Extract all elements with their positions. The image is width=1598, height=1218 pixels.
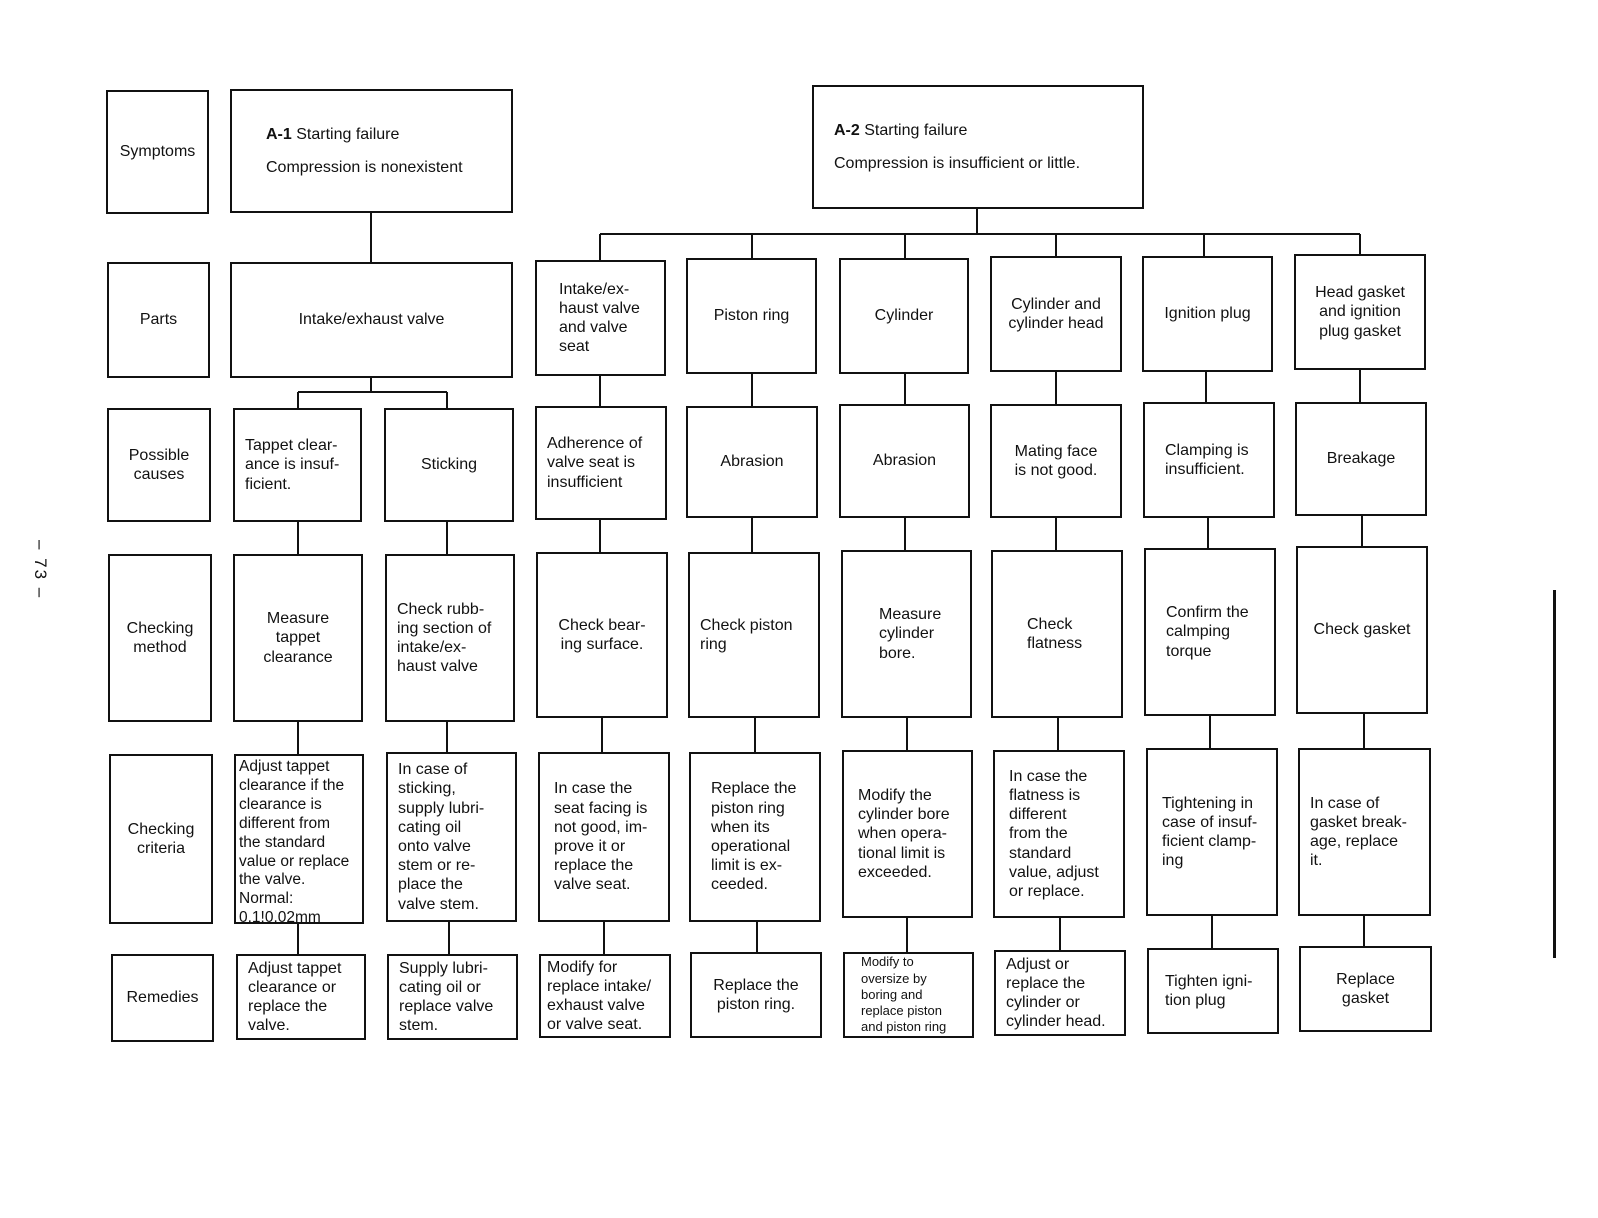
symptom-a2-heading [834,121,967,140]
a1-branch2-criteria: In case of sticking, supply lubri- cating oil onto valve stem or re- place the valve stem. [386,752,517,922]
a1-branch2-cause: Sticking [384,408,514,522]
row-label-symptoms: Symptoms [106,90,209,214]
a2-col2-method: Check piston ring [688,552,820,718]
a2-col3-criteria: Modify the cylinder bore when opera- tional limit is exceeded. [842,750,973,918]
symptom-a1-title: Starting failure [296,125,400,143]
symptom-a1 [230,89,513,213]
symptom-a1-heading [266,125,399,144]
a2-col1-cause: Adherence of valve seat is insufficient [535,406,667,520]
a1-branch1-method: Measure tappet clearance [233,554,363,722]
a2-col5-cause: Clamping is insufficient. [1143,402,1275,518]
a2-col5-remedy: Tighten igni- tion plug [1147,948,1279,1034]
a2-col4-method: Check flatness [991,550,1123,718]
a2-col5-criteria: Tightening in case of insuf- ficient clamp- ing [1146,748,1278,916]
a2-col3-remedy: Modify to oversize by boring and replace piston and piston ring [843,952,974,1038]
a2-col1-method: Check bear- ing surface. [536,552,668,718]
a1-branch1-criteria: Adjust tappet clearance if the clearance is different from the standard value or replace the valve. Normal: 0.1!0.02mm [234,754,364,924]
a2-col3-part: Cylinder [839,258,969,374]
a2-col5-part: Ignition plug [1142,256,1273,372]
row-label-checking-criteria: Checking criteria [109,754,213,924]
a2-col2-criteria: Replace the piston ring when its operational limit is ex- ceeded. [689,752,821,922]
a2-col6-method: Check gasket [1296,546,1428,714]
row-label-checking-method: Checking method [108,554,212,722]
a2-col6-cause: Breakage [1295,402,1427,516]
symptom-a2-title: Starting failure [864,121,968,139]
a2-col6-criteria: In case of gasket break- age, replace it. [1298,748,1431,916]
symptom-a2-subtitle: Compression is insufficient or little. [834,155,1081,172]
a1-branch1-cause: Tappet clear- ance is insuf- ficient. [233,408,362,522]
a1-branch2-method: Check rubb- ing section of intake/ex- haust valve [385,554,515,722]
a2-col4-remedy: Adjust or replace the cylinder or cylinder head. [994,950,1126,1036]
a1-branch2-remedy: Supply lubri- cating oil or replace valve stem. [387,954,518,1040]
symptom-a2-code: A-2 [834,121,860,139]
a2-col5-method: Confirm the calmping torque [1144,548,1276,716]
row-label-possible-causes: Possible causes [107,408,211,522]
binding-edge-mark [1553,590,1556,958]
a2-col6-remedy: Replace gasket [1299,946,1432,1032]
symptom-a2 [812,85,1144,209]
a2-col4-part: Cylinder and cylinder head [990,256,1122,372]
a2-col2-remedy: Replace the piston ring. [690,952,822,1038]
symptom-a1-subtitle: Compression is nonexistent [266,159,463,176]
a1-part: Intake/exhaust valve [230,262,513,378]
symptom-a1-code: A-1 [266,125,292,143]
a1-branch1-remedy: Adjust tappet clearance or replace the valve. [236,954,366,1040]
a2-col1-criteria: In case the seat facing is not good, im- prove it or replace the valve seat. [538,752,670,922]
a2-col2-cause: Abrasion [686,406,818,518]
a2-col6-part: Head gasket and ignition plug gasket [1294,254,1426,370]
row-label-parts: Parts [107,262,210,378]
page-number: – 73 – [31,540,50,600]
a2-col1-remedy: Modify for replace intake/ exhaust valve or valve seat. [539,954,671,1038]
a2-col4-cause: Mating face is not good. [990,404,1122,518]
row-label-remedies: Remedies [111,954,214,1042]
a2-col1-part: Intake/ex- haust valve and valve seat [535,260,666,376]
a2-col3-method: Measure cylinder bore. [841,550,972,718]
a2-col2-part: Piston ring [686,258,817,374]
a2-col4-criteria: In case the flatness is different from the standard value, adjust or replace. [993,750,1125,918]
a2-col3-cause: Abrasion [839,404,970,518]
